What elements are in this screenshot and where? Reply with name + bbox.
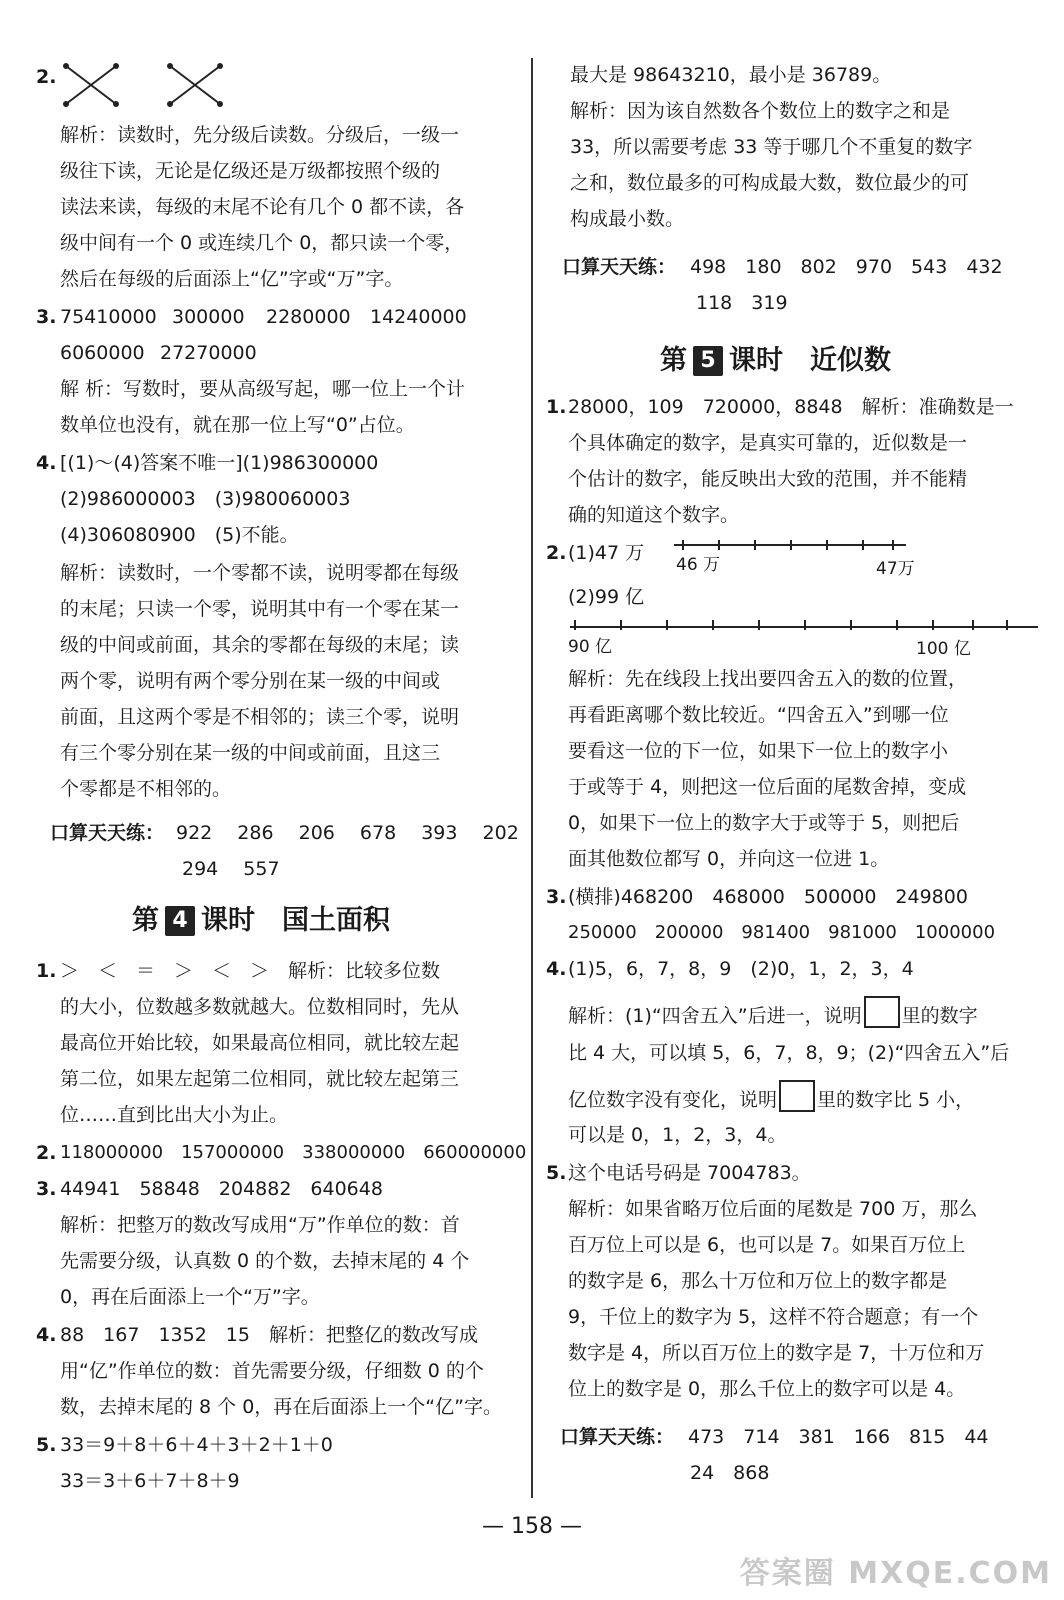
answer-line: 44941 58848 204882 640648 xyxy=(60,1178,383,1200)
tick xyxy=(850,620,852,630)
number-line-label: 46 万 xyxy=(676,555,721,575)
question-number: 4. xyxy=(36,452,57,474)
analysis-line: 解析：读数时，先分级后读数。分级后，一级一 xyxy=(60,124,460,146)
answer-line: (2)986000003 (3)980060003 xyxy=(60,488,351,510)
question-number: 5. xyxy=(546,1162,567,1184)
analysis-line: 级中间有一个 0 或连续几个 0，都只读一个零， xyxy=(60,232,464,254)
answer-line: ＞ ＜ ＝ ＞ ＜ ＞ 解析：比较多位数 xyxy=(60,960,441,982)
analysis-line: 然后在每级的后面添上“亿”字或“万”字。 xyxy=(60,268,404,290)
analysis-line: 再看距离哪个数比较近。“四舍五入”到哪一位 xyxy=(568,704,949,726)
number-line-label: 100 亿 xyxy=(916,639,971,659)
analysis-line: 个具体确定的数字，是真实可靠的，近似数是一 xyxy=(568,432,968,454)
oral-practice-values: 118 319 xyxy=(696,292,788,314)
lesson-5-title: 第 5 课时 近似数 xyxy=(660,345,891,376)
analysis-line: 两个零，说明有两个零分别在某一级的中间或 xyxy=(60,670,441,692)
analysis-line: 位上的数字是 0，那么千位上的数字可以是 4。 xyxy=(568,1378,966,1400)
answer: 2280000 xyxy=(266,306,351,328)
matching-lines-figure xyxy=(60,58,240,112)
question-number: 2. xyxy=(546,542,567,564)
oral-practice-values: 24 868 xyxy=(690,1462,770,1484)
answer-line: 118000000 157000000 338000000 660000000 xyxy=(60,1142,527,1163)
analysis-line: 0，如果下一位上的数字大于或等于 5，则把后 xyxy=(568,812,960,834)
answer-line: (2)99 亿 xyxy=(568,586,645,608)
answer-line: (1)47 万 xyxy=(568,542,645,564)
tick xyxy=(892,540,894,550)
analysis-line: 亿位数字没有变化，说明 里的数字比 5 小， xyxy=(568,1080,974,1113)
answer-line: 33＝9＋8＋6＋4＋3＋2＋1＋0 xyxy=(60,1434,333,1456)
analysis-line: 解 析：写数时，要从高级写起，哪一位上一个计 xyxy=(60,378,466,400)
analysis-line: 读法来读，每级的末尾不论有几个 0 都不读，各 xyxy=(60,196,465,218)
analysis-line: 有三个零分别在某一级的中间或前面，且这三 xyxy=(60,742,441,764)
tick xyxy=(754,540,756,550)
blank-box xyxy=(864,996,900,1028)
analysis-line: 用“亿”作单位的数：首先需要分级，仔细数 0 的个 xyxy=(60,1360,484,1382)
analysis-line: 解析：(1)“四舍五入”后进一，说明 里的数字 xyxy=(568,996,978,1029)
answer-line: 最大是 98643210，最小是 36789。 xyxy=(570,64,892,86)
analysis-line: 个估计的数字，能反映出大致的范围，并不能精 xyxy=(568,468,968,490)
oral-practice-values: 473 714 381 166 815 44 xyxy=(688,1426,989,1448)
question-number: 3. xyxy=(36,306,57,328)
analysis-line: 级往下读，无论是亿级还是万级都按照个级的 xyxy=(60,160,441,182)
question-number: 2. xyxy=(36,66,57,88)
answer: 75410000 xyxy=(60,306,157,328)
number-line-label: 90 亿 xyxy=(568,637,613,657)
answer-line: 这个电话号码是 7004783。 xyxy=(568,1162,811,1184)
page-number: — 158 — xyxy=(482,1514,582,1539)
analysis-line: 解析：把整万的数改写成用“万”作单位的数：首 xyxy=(60,1214,460,1236)
number-line-label: 47万 xyxy=(876,559,915,579)
question-number: 4. xyxy=(546,958,567,980)
oral-practice-values: 294 557 xyxy=(182,858,280,880)
tick xyxy=(666,620,668,630)
lesson-number-badge: 5 xyxy=(693,346,723,376)
analysis-line: 比 4 大，可以填 5，6，7，8，9；(2)“四舍五入”后 xyxy=(568,1042,1010,1064)
analysis-line: 数，去掉末尾的 8 个 0，再在后面添上一个“亿”字。 xyxy=(60,1396,502,1418)
analysis-line: 百万位上可以是 6，也可以是 7。如果百万位上 xyxy=(568,1234,966,1256)
analysis-line: 的末尾；只读一个零，说明其中有一个零在某一 xyxy=(60,598,460,620)
tick xyxy=(804,620,806,630)
answer: 6060000 xyxy=(60,342,145,364)
analysis-line: 先需要分级，认真数 0 的个数，去掉末尾的 4 个 xyxy=(60,1250,470,1272)
question-number: 1. xyxy=(546,396,567,418)
analysis-line: 0，再在后面添上一个“万”字。 xyxy=(60,1286,320,1308)
analysis-line: 构成最小数。 xyxy=(570,208,685,230)
question-number: 2. xyxy=(36,1142,57,1164)
tick xyxy=(758,620,760,630)
tick xyxy=(574,620,576,630)
oral-practice-values: 922 286 206 678 393 202 xyxy=(176,822,519,844)
analysis-line: 33，所以需要考虑 33 等于哪几个不重复的数字 xyxy=(570,136,973,158)
analysis-line: 解析：读数时，一个零都不读，说明零都在每级 xyxy=(60,562,460,584)
answer-line: (1)5，6，7，8，9 (2)0，1，2，3，4 xyxy=(568,958,914,980)
analysis-line: 的大小，位数越多数就越大。位数相同时，先从 xyxy=(60,996,460,1018)
tick xyxy=(712,620,714,630)
analysis-line: 级的中间或前面，其余的零都在每级的末尾；读 xyxy=(60,634,460,656)
answer-line: (横排)468200 468000 500000 249800 xyxy=(568,886,968,908)
analysis-line: 第二位，如果左起第二位相同，就比较左起第三 xyxy=(60,1068,460,1090)
answer-line: 28000，109 720000，8848 解析：准确数是一 xyxy=(568,396,1014,418)
analysis-line: 解析：因为该自然数各个数位上的数字之和是 xyxy=(570,100,951,122)
oral-practice-label: 口算天天练： xyxy=(560,1426,675,1448)
blank-box xyxy=(779,1080,815,1112)
answer-line: [(1)～(4)答案不唯一](1)986300000 xyxy=(60,452,379,474)
watermark: 答案圈 MXQE.COM xyxy=(739,1556,1052,1591)
analysis-line: 之和，数位最多的可构成最大数，数位最少的可 xyxy=(570,172,970,194)
answer: 27270000 xyxy=(160,342,257,364)
question-number: 5. xyxy=(36,1434,57,1456)
oral-practice-values: 498 180 802 970 543 432 xyxy=(690,256,1003,278)
column-divider xyxy=(531,58,533,1498)
analysis-line: 数单位也没有，就在那一位上写“0”占位。 xyxy=(60,414,415,436)
answer-line: 33＝3＋6＋7＋8＋9 xyxy=(60,1470,240,1492)
analysis-line: 可以是 0，1，2，3，4。 xyxy=(568,1124,787,1146)
tick xyxy=(932,620,934,630)
tick xyxy=(826,540,828,550)
question-number: 3. xyxy=(546,886,567,908)
oral-practice-label: 口算天天练： xyxy=(562,256,677,278)
lesson-4-title: 第 4 课时 国土面积 xyxy=(132,905,390,936)
question-number: 4. xyxy=(36,1324,57,1346)
oral-practice-label: 口算天天练： xyxy=(50,822,165,844)
tick xyxy=(718,540,720,550)
tick xyxy=(1006,620,1008,630)
answer-line: (4)306080900 (5)不能。 xyxy=(60,524,299,546)
question-number: 1. xyxy=(36,960,57,982)
tick xyxy=(972,620,974,630)
analysis-line: 确的知道这个数字。 xyxy=(568,504,740,526)
tick xyxy=(620,620,622,630)
answer-line: 250000 200000 981400 981000 1000000 xyxy=(568,922,996,943)
analysis-line: 的数字是 6，那么十万位和万位上的数字都是 xyxy=(568,1270,948,1292)
analysis-line: 面其他数位都写 0，并向这一位进 1。 xyxy=(568,848,890,870)
tick xyxy=(862,540,864,550)
tick xyxy=(790,540,792,550)
analysis-line: 位……直到比出大小为止。 xyxy=(60,1104,289,1126)
answer-line: 88 167 1352 15 解析：把整亿的数改写成 xyxy=(60,1324,478,1346)
analysis-line: 前面，且这两个零是不相邻的；读三个零，说明 xyxy=(60,706,460,728)
analysis-line: 个零都是不相邻的。 xyxy=(60,778,232,800)
tick xyxy=(682,540,684,550)
analysis-line: 解析：如果省略万位后面的尾数是 700 万，那么 xyxy=(568,1198,978,1220)
analysis-line: 最高位开始比较，如果最高位相同，就比较左起 xyxy=(60,1032,460,1054)
tick xyxy=(896,620,898,630)
question-number: 3. xyxy=(36,1178,57,1200)
answer: 14240000 xyxy=(370,306,467,328)
analysis-line: 9，千位上的数字为 5，这样不符合题意；有一个 xyxy=(568,1306,979,1328)
analysis-line: 数字是 4，所以百万位上的数字是 7，十万位和万 xyxy=(568,1342,985,1364)
answer: 300000 xyxy=(172,306,245,328)
analysis-line: 要看这一位的下一位，如果下一位上的数字小 xyxy=(568,740,949,762)
analysis-line: 于或等于 4，则把这一位后面的尾数舍掉，变成 xyxy=(568,776,967,798)
analysis-line: 解析：先在线段上找出要四舍五入的数的位置， xyxy=(568,668,968,690)
lesson-number-badge: 4 xyxy=(165,906,195,936)
